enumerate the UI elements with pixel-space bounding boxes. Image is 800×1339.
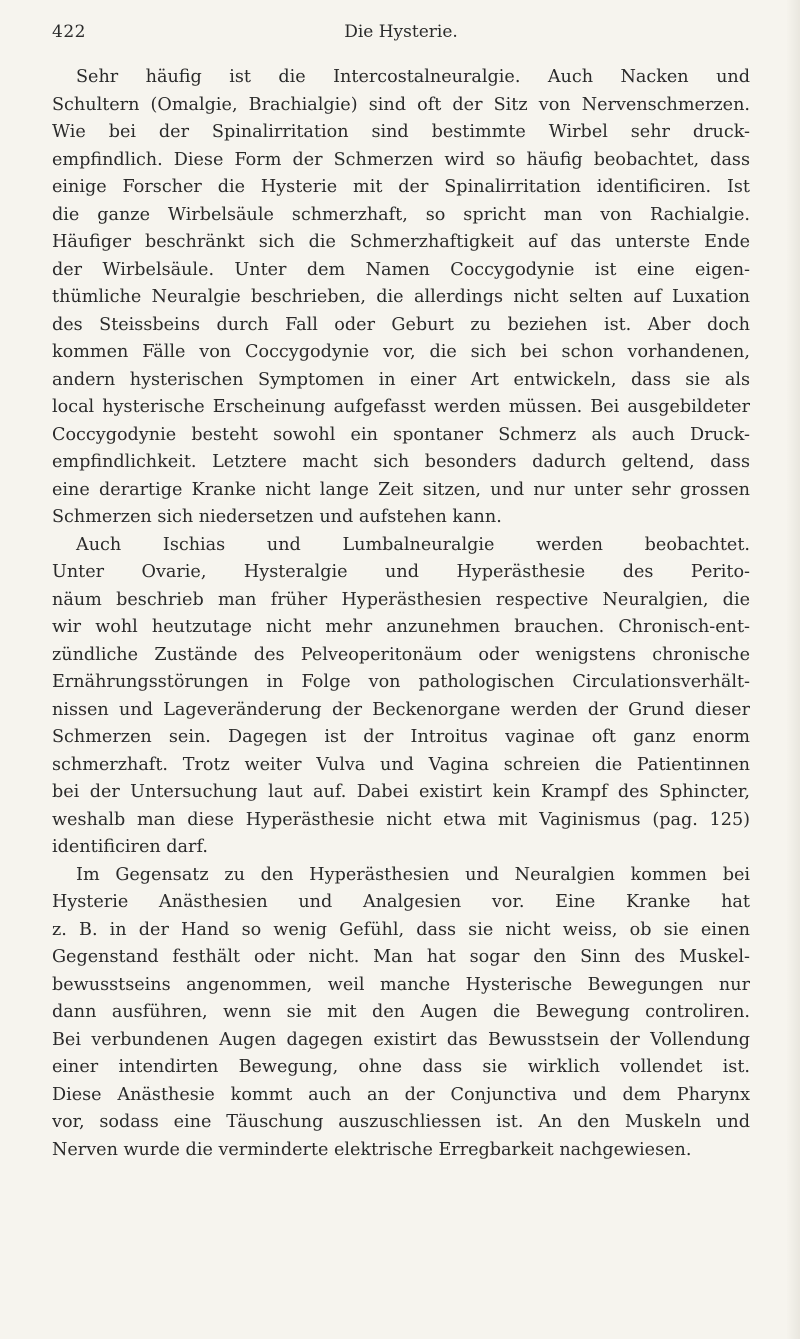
page-edge-shadow	[786, 0, 800, 1339]
page-header	[52, 22, 750, 50]
text-line: z. B. in der Hand so wenig Gefühl, dass sie nicht weiss, ob sie einen	[52, 919, 750, 940]
text-line: identificiren darf.	[52, 837, 208, 857]
text-line: empfindlich. Diese Form der Schmerzen wird so häufig beobachtet, dass	[52, 149, 750, 170]
text-line: vor, sodass eine Täuschung auszuschliessen ist. An den Muskeln und	[52, 1112, 750, 1132]
text-line: bei der Untersuchung laut auf. Dabei existirt kein Krampf des Sphincter,	[52, 782, 750, 802]
text-line: Auch Ischias und Lumbalneuralgie werden beobachtet.	[76, 534, 750, 555]
text-line: eine derartige Kranke nicht lange Zeit sitzen, und nur unter sehr grossen	[52, 479, 750, 500]
text-line: kommen Fälle von Coccygodynie vor, die sich bei schon vorhandenen,	[52, 342, 750, 362]
text-line: Hysterie Anästhesien und Analgesien vor. Eine Kranke hat	[52, 892, 750, 912]
text-line: weshalb man diese Hyperästhesie nicht etwa mit Vaginismus (pag. 125)	[52, 809, 750, 830]
text-line: nissen und Lageveränderung der Beckenorgane werden der Grund dieser	[52, 699, 750, 720]
text-line: die ganze Wirbelsäule schmerzhaft, so spricht man von Rachialgie.	[52, 204, 750, 225]
text-line: einige Forscher die Hysterie mit der Spinalirritation identificiren. Ist	[52, 177, 750, 197]
text-line: Nerven wurde die verminderte elektrische Erregbarkeit nachgewiesen.	[52, 1139, 692, 1160]
text-line: zündliche Zustände des Pelveoperitonäum oder wenigstens chronische	[52, 644, 750, 665]
text-line: Im Gegensatz zu den Hyperästhesien und Neuralgien kommen bei	[76, 864, 750, 885]
text-line: Sehr häufig ist die Intercostalneuralgie. Auch Nacken und	[76, 67, 750, 87]
text-line: einer intendirten Bewegung, ohne dass sie wirklich vollendet ist.	[52, 1057, 750, 1077]
running-title: Die Hysterie.	[344, 22, 458, 42]
body-text	[52, 64, 750, 1164]
text-line: der Wirbelsäule. Unter dem Namen Coccygodynie ist eine eigen-	[52, 259, 750, 280]
text-line: wir wohl heutzutage nicht mehr anzunehmen brauchen. Chronisch-ent-	[52, 617, 750, 637]
text-line: empfindlichkeit. Letztere macht sich besonders dadurch geltend, dass	[52, 452, 750, 472]
text-line: des Steissbeins durch Fall oder Geburt zu beziehen ist. Aber doch	[52, 314, 750, 335]
text-line: Schmerzen sich niedersetzen und aufstehen kann.	[52, 507, 502, 527]
text-line: Häufiger beschränkt sich die Schmerzhaftigkeit auf das unterste Ende	[52, 232, 750, 252]
text-line: dann ausführen, wenn sie mit den Augen die Bewegung controliren.	[52, 1002, 750, 1022]
text-line: Ernährungsstörungen in Folge von pathologischen Circulationsverhält-	[52, 672, 750, 692]
text-line: Unter Ovarie, Hysteralgie und Hyperästhesie des Perito-	[52, 562, 750, 582]
text-line: Schultern (Omalgie, Brachialgie) sind oft der Sitz von Nervenschmerzen.	[52, 94, 750, 115]
text-line: Coccygodynie besteht sowohl ein spontaner Schmerz als auch Druck-	[52, 424, 750, 445]
text-line: thümliche Neuralgie beschrieben, die allerdings nicht selten auf Luxation	[52, 287, 750, 307]
text-line: näum beschrieb man früher Hyperästhesien respective Neuralgien, die	[52, 589, 750, 610]
text-line: Schmerzen sein. Dagegen ist der Introitus vaginae oft ganz enorm	[52, 727, 750, 747]
text-line: andern hysterischen Symptomen in einer Art entwickeln, dass sie als	[52, 369, 750, 390]
text-line: Bei verbundenen Augen dagegen existirt das Bewusstsein der Vollendung	[52, 1029, 750, 1050]
text-line: local hysterische Erscheinung aufgefasst werden müssen. Bei ausgebildeter	[52, 397, 750, 417]
text-line: bewusstseins angenommen, weil manche Hysterische Bewegungen nur	[52, 974, 750, 995]
text-line: schmerzhaft. Trotz weiter Vulva und Vagina schreien die Patientinnen	[52, 754, 750, 775]
text-line: Diese Anästhesie kommt auch an der Conjunctiva und dem Pharynx	[52, 1084, 750, 1105]
page-number: 422	[52, 22, 86, 42]
text-line: Wie bei der Spinalirritation sind bestimmte Wirbel sehr druck-	[52, 122, 750, 142]
text-line: Gegenstand festhält oder nicht. Man hat sogar den Sinn des Muskel-	[52, 947, 750, 967]
